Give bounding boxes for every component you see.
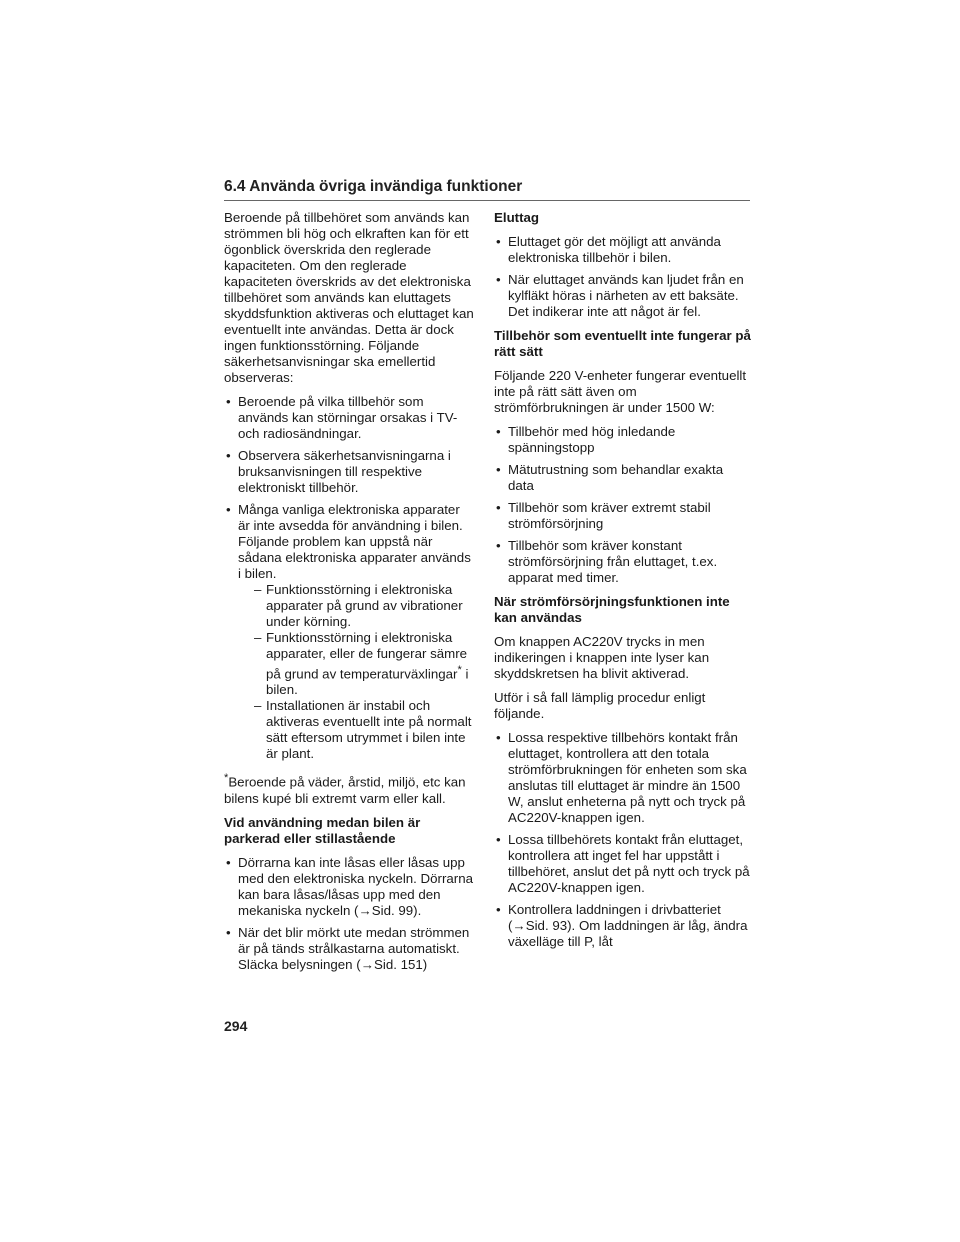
list-item: • När det blir mörkt ute medan strömmen är på tänds strålkastarna automatiskt. Släcka belysningen (→Sid. 151) (224, 925, 474, 973)
list-item: • Lossa respektive tillbehörs kontakt från eluttaget, kontrollera att den totala strömförbrukningen för enheten som ska anslutas till eluttaget är mindre än 1500 W, anslut enheterna på nytt och tryck på AC220V-knappen igen. (494, 730, 752, 826)
list-item: • Dörrarna kan inte låsas eller låsas upp med den elektroniska nyckeln. Dörrarna kan bara låsas/låsas upp med den mekaniska nyckeln (→Sid. 99). (224, 855, 474, 919)
left-column (224, 210, 474, 981)
footnote-text: Beroende på väder, årstid, miljö, etc kan bilens kupé bli extremt varm eller kall. (224, 774, 466, 806)
footnote-marker: * (224, 772, 229, 785)
section-heading-parked: Vid användning medan bilen är parkerad eller stillastående (224, 814, 421, 846)
sub-list-item-text-end: i bilen. (266, 666, 469, 698)
section-heading-accessories: Tillbehör som eventuellt inte fungerar på rätt sätt (494, 328, 751, 359)
list-item: • Mätutrustning som behandlar exakta data (494, 462, 752, 494)
safety-list (224, 394, 474, 762)
problem-list (238, 582, 474, 762)
sub-list-item-text: Funktionsstörning i elektroniska apparater, eller de fungerar sämre på grund av temperaturväxlingar (266, 630, 468, 682)
list-item: • Eluttaget gör det möjligt att använda elektroniska tillbehör i bilen. (494, 234, 752, 266)
list-item: • Tillbehör med hög inledande spänningstopp (494, 424, 752, 456)
list-item: • Lossa tillbehörets kontakt från eluttaget, kontrollera att inget fel har uppstått i tillbehöret, anslut det på nytt och tryck på AC220V-knappen igen. (494, 832, 752, 896)
list-item (224, 502, 474, 762)
list-item-text: Många vanliga elektroniska apparater är inte avsedda för användning i bilen. Följande problem kan uppstå när sådana elektroniska apparater används i bilen. (238, 502, 471, 581)
accessories-intro: Följande 220 V-enheter fungerar eventuellt inte på rätt sätt även om strömförbrukningen är under 1500 W: (494, 368, 747, 415)
section-heading-power: När strömförsörjningsfunktionen inte kan användas (494, 594, 730, 625)
list-item: • Kontrollera laddningen i drivbatteriet (→Sid. 93). Om laddningen är låg, ändra växelläge till P, låt (494, 902, 752, 950)
footnote (224, 770, 474, 806)
section-heading-eluttag: Eluttag (494, 210, 540, 225)
intro-paragraph: Beroende på tillbehöret som används kan strömmen bli hög och elkraften kan för ett ögonblick överskrida den reglerade kapaciteten. Om den reglerade kapaciteten överskrids av det elektroniska tillbehöret som används kan eluttagets skyddsfunktion aktiveras och eluttaget kan eventuellt inte användas. Detta är dock ingen funktionsstörning. Följande säkerhetsanvisningar ska emellertid observeras: (224, 210, 474, 385)
accessories-list (494, 424, 752, 586)
list-item: • Beroende på vilka tillbehör som används kan störningar orsakas i TV- och radiosändningar. (224, 394, 474, 442)
eluttag-list (494, 234, 752, 320)
parked-list (224, 855, 474, 973)
page-number: 294 (224, 1018, 248, 1034)
list-item: • Tillbehör som kräver extremt stabil strömförsörjning (494, 500, 752, 532)
power-list (494, 730, 752, 950)
list-item: • När eluttaget används kan ljudet från en kylfläkt höras i närheten av ett baksäte. Det indikerar inte att något är fel. (494, 272, 752, 320)
list-item: • Tillbehör som kräver konstant strömförsörjning från eluttaget, t.ex. apparat med timer. (494, 538, 752, 586)
power-paragraph-2: Utför i så fall lämplig procedur enligt följande. (494, 690, 706, 721)
sub-list-item: – Installationen är instabil och aktiveras eventuellt inte på normalt sätt eftersom utrymmet i bilen inte är plant. (238, 698, 474, 762)
sub-list-item (238, 630, 474, 698)
sub-list-item: – Funktionsstörning i elektroniska apparater på grund av vibrationer under körning. (238, 582, 474, 630)
footnote-marker: * (457, 664, 462, 676)
list-item: • Observera säkerhetsanvisningarna i bruksanvisningen till respektive elektroniskt tillbehör. (224, 448, 474, 496)
power-paragraph-1: Om knappen AC220V trycks in men indikeringen i knappen inte lyser kan skyddskretsen ha blivit aktiverad. (494, 634, 710, 681)
right-column (494, 210, 752, 958)
section-header: 6.4 Använda övriga invändiga funktioner (224, 178, 750, 201)
